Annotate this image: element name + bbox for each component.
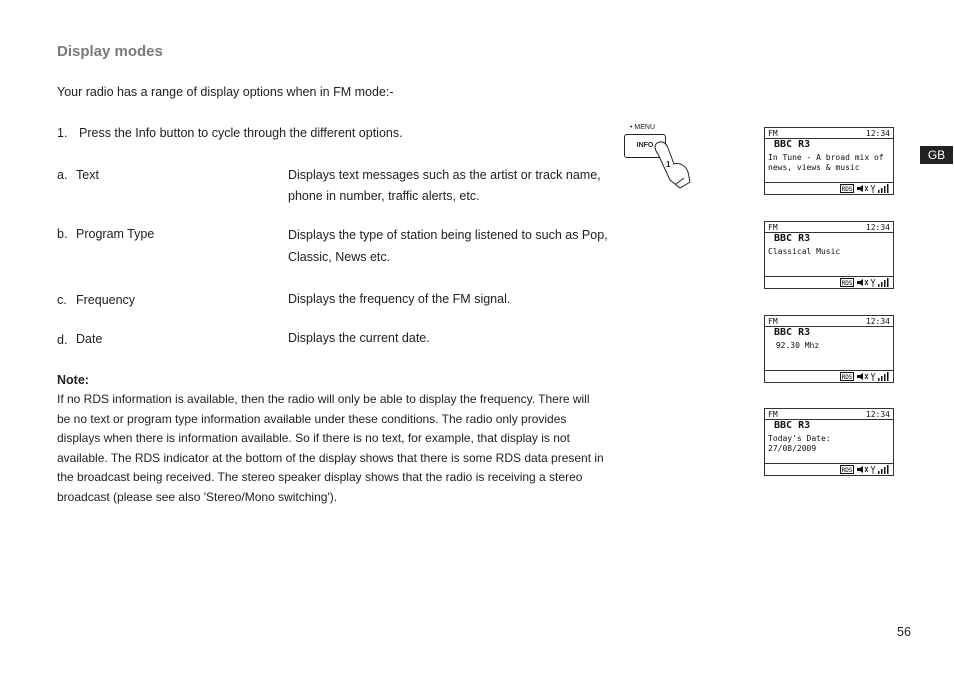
option-a-label: Text (76, 168, 99, 182)
option-b-label: Program Type (76, 227, 155, 241)
lcd-time: 12:34 (865, 129, 890, 138)
menu-label: • MENU (630, 124, 656, 131)
option-a-desc: Displays text messages such as the artist or track name, phone in number, traffic alerts, etc. (288, 168, 601, 203)
lcd-band: FM (768, 129, 778, 138)
lcd-screen-date (764, 408, 894, 476)
option-d-letter: d. (57, 333, 68, 347)
step-badge: 1 (666, 160, 671, 169)
option-d-label: Date (76, 332, 103, 346)
lcd-time: 12:34 (865, 223, 890, 232)
option-c-desc: Displays the frequency of the FM signal. (288, 292, 511, 306)
lcd-screen-frequency (764, 315, 894, 383)
option-c-letter: c. (57, 293, 67, 307)
option-b-desc: Displays the type of station being listened to such as Pop, Classic, News etc. (288, 228, 608, 264)
pressing-finger-icon (650, 140, 692, 190)
lcd-screen-program-type (764, 221, 894, 289)
lcd-line1: Today's Date: (768, 434, 831, 443)
rds-indicator: RDS (841, 467, 853, 474)
language-tab: GB (920, 146, 953, 164)
option-b-letter: b. (57, 227, 68, 241)
note-text: If no RDS information is available, then the radio will only be able to display the frequency. There will be no text or program type information available under these conditions. The radio only provides displays when there is information available. So if there is no text, for example, that display is not available. The RDS indicator at the bottom of the display shows that there is some RDS data present in the broadcast being received. The stereo speaker display shows that the radio is receiving a stereo broadcast (please see also 'Stereo/Mono switching'). (57, 392, 604, 504)
lcd-status-icons (840, 278, 890, 287)
lcd-station: BBC R3 (774, 420, 811, 431)
rds-indicator: RDS (841, 374, 853, 381)
lcd-status-icons (840, 372, 890, 381)
lcd-time: 12:34 (865, 317, 890, 326)
rds-indicator: RDS (841, 186, 853, 193)
lcd-band: FM (768, 410, 778, 419)
option-c-label: Frequency (76, 293, 136, 307)
lcd-band: FM (768, 223, 778, 232)
lcd-line1: In Tune - A broad mix of (768, 153, 884, 162)
lcd-line2: news, views & music (768, 163, 860, 172)
info-button-illustration (622, 122, 694, 192)
lcd-status-icons (840, 184, 890, 193)
lcd-station: BBC R3 (774, 139, 811, 150)
step-1 (57, 126, 403, 140)
lcd-station: BBC R3 (774, 327, 811, 338)
intro-text: Your radio has a range of display options when in FM mode:- (57, 85, 394, 99)
option-d-desc: Displays the current date. (288, 331, 430, 345)
lcd-band: FM (768, 317, 778, 326)
lcd-line1: Classical Music (768, 247, 841, 256)
step-text: Press the Info button to cycle through the different options. (79, 126, 403, 140)
lcd-screen-text (764, 127, 894, 195)
lcd-station: BBC R3 (774, 233, 811, 244)
page-title: Display modes (57, 43, 163, 60)
info-button: INFO (624, 134, 666, 158)
step-number: 1. (57, 126, 68, 140)
lcd-line1: 92.30 Mhz (771, 341, 820, 350)
rds-indicator: RDS (841, 280, 853, 287)
page-number: 56 (897, 625, 911, 639)
note-heading: Note: (57, 373, 89, 387)
lcd-line2: 27/08/2009 (768, 444, 817, 453)
option-a-letter: a. (57, 168, 68, 182)
lcd-status-icons (840, 465, 890, 474)
lcd-time: 12:34 (865, 410, 890, 419)
